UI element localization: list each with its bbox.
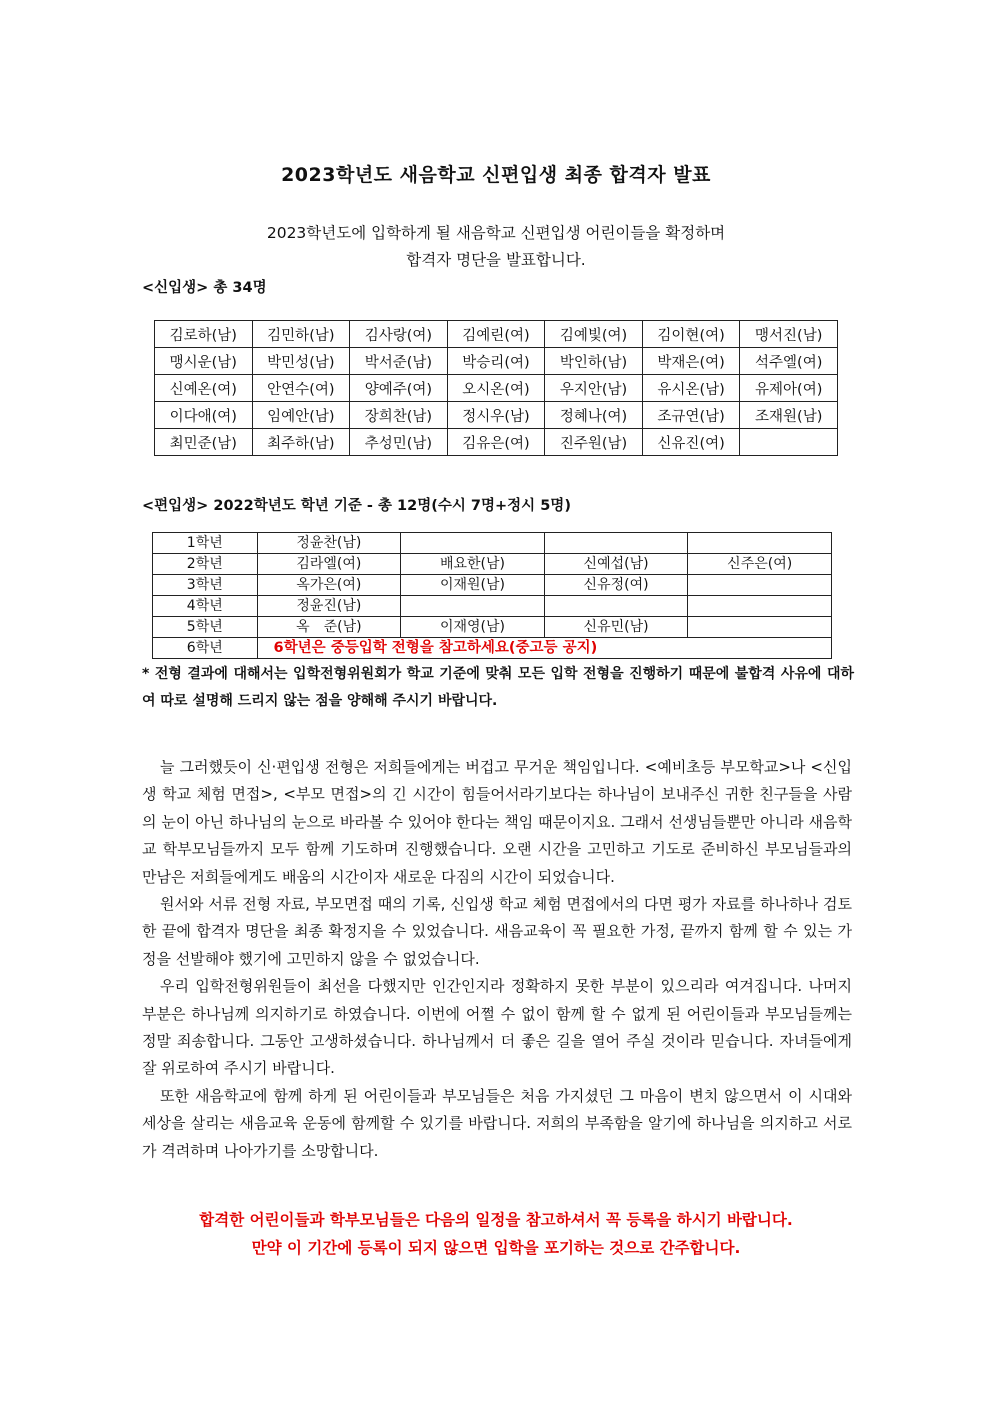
student-cell: 김로하(남) [155, 321, 253, 348]
transfer-table [152, 532, 832, 659]
student-cell: 최주하(남) [252, 429, 350, 456]
student-cell: 정윤진(남) [257, 596, 401, 617]
student-cell: 정윤찬(남) [257, 533, 401, 554]
table-row [153, 617, 832, 638]
student-cell: 김이현(여) [642, 321, 740, 348]
registration-line-2: 만약 이 기간에 등록이 되지 않으면 입학을 포기하는 것으로 간주합니다. [251, 1239, 741, 1257]
student-cell: 박민성(남) [252, 348, 350, 375]
grade-cell: 3학년 [153, 575, 258, 596]
student-cell: 김사랑(여) [350, 321, 448, 348]
student-cell: 맹시운(남) [155, 348, 253, 375]
intro-line-2: 합격자 명단을 발표합니다. [406, 251, 586, 269]
student-cell: 김예빛(여) [545, 321, 643, 348]
student-cell: 박재은(여) [642, 348, 740, 375]
student-cell: 옥 준(남) [257, 617, 401, 638]
page-title: 2023학년도 새음학교 신편입생 최종 합격자 발표 [281, 164, 711, 186]
student-cell: 유제아(여) [740, 375, 838, 402]
table-row [155, 402, 838, 429]
student-cell [544, 596, 688, 617]
paragraph: 원서와 서류 전형 자료, 부모면접 때의 기록, 신입생 학교 체험 면접에서의 다면 평가 자료를 하나하나 검토한 끝에 합격자 명단을 최종 확정지을 수 있었습니다. 새음교육이 꼭 필요한 가정, 끝까지 함께 할 수 있는 가정을 선발해야 했기에 고민하지 않을 수 없었습니다. [142, 895, 852, 968]
student-cell: 신유정(여) [544, 575, 688, 596]
student-cell: 이재원(남) [401, 575, 545, 596]
student-cell: 김유은(여) [447, 429, 545, 456]
student-cell [740, 429, 838, 456]
grade-cell: 5학년 [153, 617, 258, 638]
student-cell: 박서준(남) [350, 348, 448, 375]
table-row [155, 429, 838, 456]
student-cell: 신유민(남) [544, 617, 688, 638]
student-cell: 조규연(남) [642, 402, 740, 429]
student-cell [688, 617, 832, 638]
freshmen-label: <신입생> 총 34명 [142, 280, 267, 296]
freshmen-table [154, 320, 838, 456]
student-cell: 배요한(남) [401, 554, 545, 575]
student-cell: 옥가은(여) [257, 575, 401, 596]
student-cell [544, 533, 688, 554]
student-cell: 이다애(여) [155, 402, 253, 429]
student-cell: 안연수(여) [252, 375, 350, 402]
grade-cell: 1학년 [153, 533, 258, 554]
student-cell: 김라엘(여) [257, 554, 401, 575]
student-cell: 김예린(여) [447, 321, 545, 348]
grade-cell: 2학년 [153, 554, 258, 575]
student-cell: 유시온(남) [642, 375, 740, 402]
student-cell: 장희찬(남) [350, 402, 448, 429]
paragraph: 또한 새음학교에 함께 하게 된 어린이들과 부모님들은 처음 가지셨던 그 마음이 변치 않으면서 이 시대와 세상을 살리는 새음교육 운동에 함께할 수 있기를 바랍니다. 저희의 부족함을 알기에 하나님을 의지하고 서로가 격려하며 나아가기를 소망합니다. [142, 1086, 852, 1160]
student-cell: 오시온(여) [447, 375, 545, 402]
student-cell: 정시우(남) [447, 402, 545, 429]
student-cell: 임예안(남) [252, 402, 350, 429]
intro-line-1: 2023학년도에 입학하게 될 새음학교 신편입생 어린이들을 확정하며 [266, 224, 726, 242]
table-row [153, 533, 832, 554]
student-cell: 이재영(남) [401, 617, 545, 638]
grade-cell: 4학년 [153, 596, 258, 617]
student-cell: 양예주(여) [350, 375, 448, 402]
student-cell: 박승리(여) [447, 348, 545, 375]
student-cell [401, 596, 545, 617]
student-cell: 진주원(남) [545, 429, 643, 456]
table-row [153, 638, 832, 659]
table-row [155, 348, 838, 375]
student-cell: 최민준(남) [155, 429, 253, 456]
table-row [155, 321, 838, 348]
table-row [155, 375, 838, 402]
body-text [142, 754, 852, 1165]
registration-notice [0, 1206, 992, 1262]
student-cell: 추성민(남) [350, 429, 448, 456]
student-cell: 우지안(남) [545, 375, 643, 402]
student-cell [688, 533, 832, 554]
student-cell: 정혜나(여) [545, 402, 643, 429]
registration-line-1: 합격한 어린이들과 학부모님들은 다음의 일정을 참고하셔서 꼭 등록을 하시기 바랍니다. [199, 1211, 793, 1229]
student-cell: 석주엘(여) [740, 348, 838, 375]
student-cell: 조재원(남) [740, 402, 838, 429]
table-row [153, 596, 832, 617]
student-cell: 박인하(남) [545, 348, 643, 375]
student-cell [401, 533, 545, 554]
table-row [153, 554, 832, 575]
student-cell [688, 575, 832, 596]
student-cell: 신예섭(남) [544, 554, 688, 575]
transfer-label: <편입생> 2022학년도 학년 기준 - 총 12명(수시 7명+정시 5명) [142, 498, 571, 514]
grade-cell: 6학년 [153, 638, 258, 659]
student-cell: 신예온(여) [155, 375, 253, 402]
paragraph: 우리 입학전형위원들이 최선을 다했지만 인간인지라 정확하지 못한 부분이 있으리라 여겨집니다. 나머지 부분은 하나님께 의지하기로 하였습니다. 이번에 어쩔 수 없이 함께 할 수 없게 된 어린이들과 부모님들께는 정말 죄송합니다. 그동안 고생하셨습니다. 하나님께서 더 좋은 길을 열어 주실 것이라 믿습니다. 자녀들에게 잘 위로하여 주시기 바랍니다. [142, 977, 852, 1078]
grade6-notice: 6학년은 중등입학 전형을 참고하세요(중고등 공지) [257, 638, 831, 659]
student-cell: 신주은(여) [688, 554, 832, 575]
paragraph: 늘 그러했듯이 신·편입생 전형은 저희들에게는 버겁고 무거운 책임입니다. <예비초등 부모학교>나 <신입생 학교 체험 면접>, <부모 면접>의 긴 시간이 힘들어서라기보다는 하나님이 보내주신 귀한 친구들을 사람의 눈이 아닌 하나님의 눈으로 바라볼 수 있어야 한다는 책임 때문이지요. 그래서 선생님들뿐만 아니라 새음학교 학부모님들까지 모두 함께 기도하며 진행했습니다. 오랜 시간을 고민하고 기도로 준비하신 부모님들과의 만남은 저희들에게도 배움의 시간이자 새로운 다짐의 시간이 되었습니다. [142, 758, 852, 886]
student-cell: 신유진(여) [642, 429, 740, 456]
intro-text [0, 220, 992, 274]
student-cell: 김민하(남) [252, 321, 350, 348]
table-row [153, 575, 832, 596]
student-cell: 맹서진(남) [740, 321, 838, 348]
notice-note: * 전형 결과에 대해서는 입학전형위원회가 학교 기준에 맞춰 모든 입학 전형을 진행하기 때문에 불합격 사유에 대하여 따로 설명해 드리지 않는 점을 양해해 주시기 바랍니다. [142, 666, 854, 709]
student-cell [688, 596, 832, 617]
